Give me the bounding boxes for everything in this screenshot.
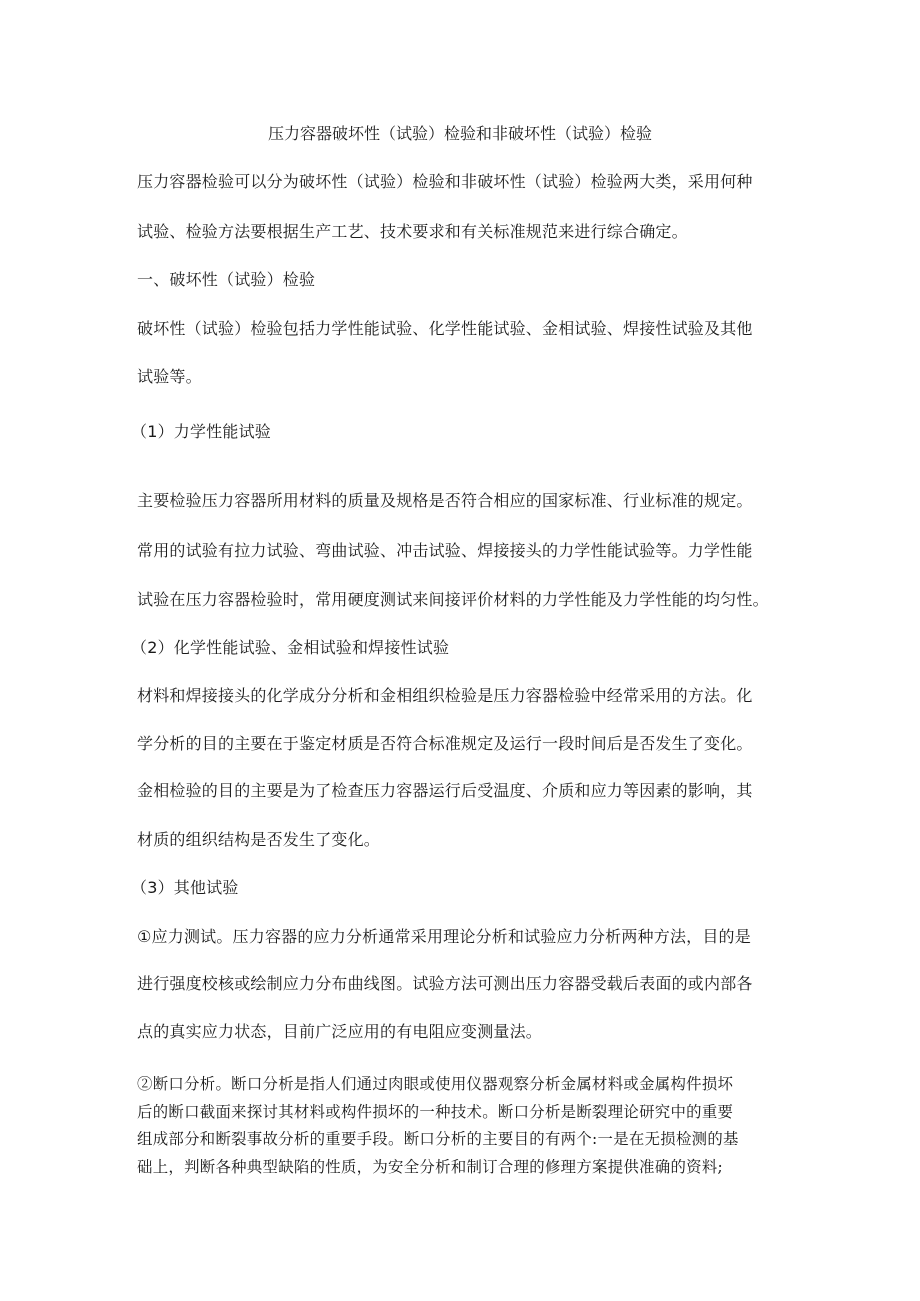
paragraph-line: 后的断口截面来探讨其材料或构件损坏的一种技术。断口分析是断裂理论研究中的重要: [137, 1103, 734, 1121]
paragraph-line: 金相检验的目的主要是为了检查压力容器运行后受温度、介质和应力等因素的影响，其: [137, 781, 753, 800]
paragraph-line: 主要检验压力容器所用材料的质量及规格是否符合相应的国家标准、行业标准的规定。: [137, 491, 753, 510]
subsection-heading: （3）其他试验: [131, 878, 239, 897]
paragraph-line: 础上，判断各种典型缺陷的性质，为安全分析和制订合理的修理方案提供准确的资料;: [137, 1158, 724, 1176]
paragraph-line: 试验在压力容器检验时，常用硬度测试来间接评价材料的力学性能及力学性能的均匀性。: [137, 590, 769, 609]
subsection-heading: （2）化学性能试验、金相试验和焊接性试验: [131, 638, 450, 657]
paragraph-line: ①应力测试。压力容器的应力分析通常采用理论分析和试验应力分析两种方法，目的是: [137, 927, 751, 946]
paragraph-line: 压力容器检验可以分为破坏性（试验）检验和非破坏性（试验）检验两大类，采用何种: [137, 172, 753, 191]
subsection-heading: （1）力学性能试验: [131, 422, 271, 441]
paragraph-line: 点的真实应力状态，目前广泛应用的有电阻应变测量法。: [137, 1022, 543, 1041]
paragraph-line: 破坏性（试验）检验包括力学性能试验、化学性能试验、金相试验、焊接性试验及其他: [137, 319, 753, 338]
section-heading: 一、破坏性（试验）检验: [137, 270, 316, 289]
paragraph-line: 学分析的目的主要在于鉴定材质是否符合标准规定及运行一段时间后是否发生了变化。: [137, 734, 753, 753]
paragraph-line: 组成部分和断裂事故分析的重要手段。断口分析的主要目的有两个:一是在无损检测的基: [137, 1130, 739, 1148]
paragraph-line: 试验、检验方法要根据生产工艺、技术要求和有关标准规范来进行综合确定。: [137, 222, 688, 241]
document-title: 压力容器破坏性（试验）检验和非破坏性（试验）检验: [267, 124, 652, 143]
paragraph-line: 材质的组织结构是否发生了变化。: [137, 830, 381, 849]
paragraph-line: 进行强度校核或绘制应力分布曲线图。试验方法可测出压力容器受载后表面的或内部各: [137, 974, 753, 993]
paragraph-line: 材料和焊接接头的化学成分分析和金相组织检验是压力容器检验中经常采用的方法。化: [137, 686, 753, 705]
paragraph-line: ②断口分析。断口分析是指人们通过肉眼或使用仪器观察分析金属材料或金属构件损坏: [137, 1075, 734, 1093]
paragraph-line: 常用的试验有拉力试验、弯曲试验、冲击试验、焊接接头的力学性能试验等。力学性能: [137, 541, 753, 560]
paragraph-line: 试验等。: [137, 367, 202, 386]
